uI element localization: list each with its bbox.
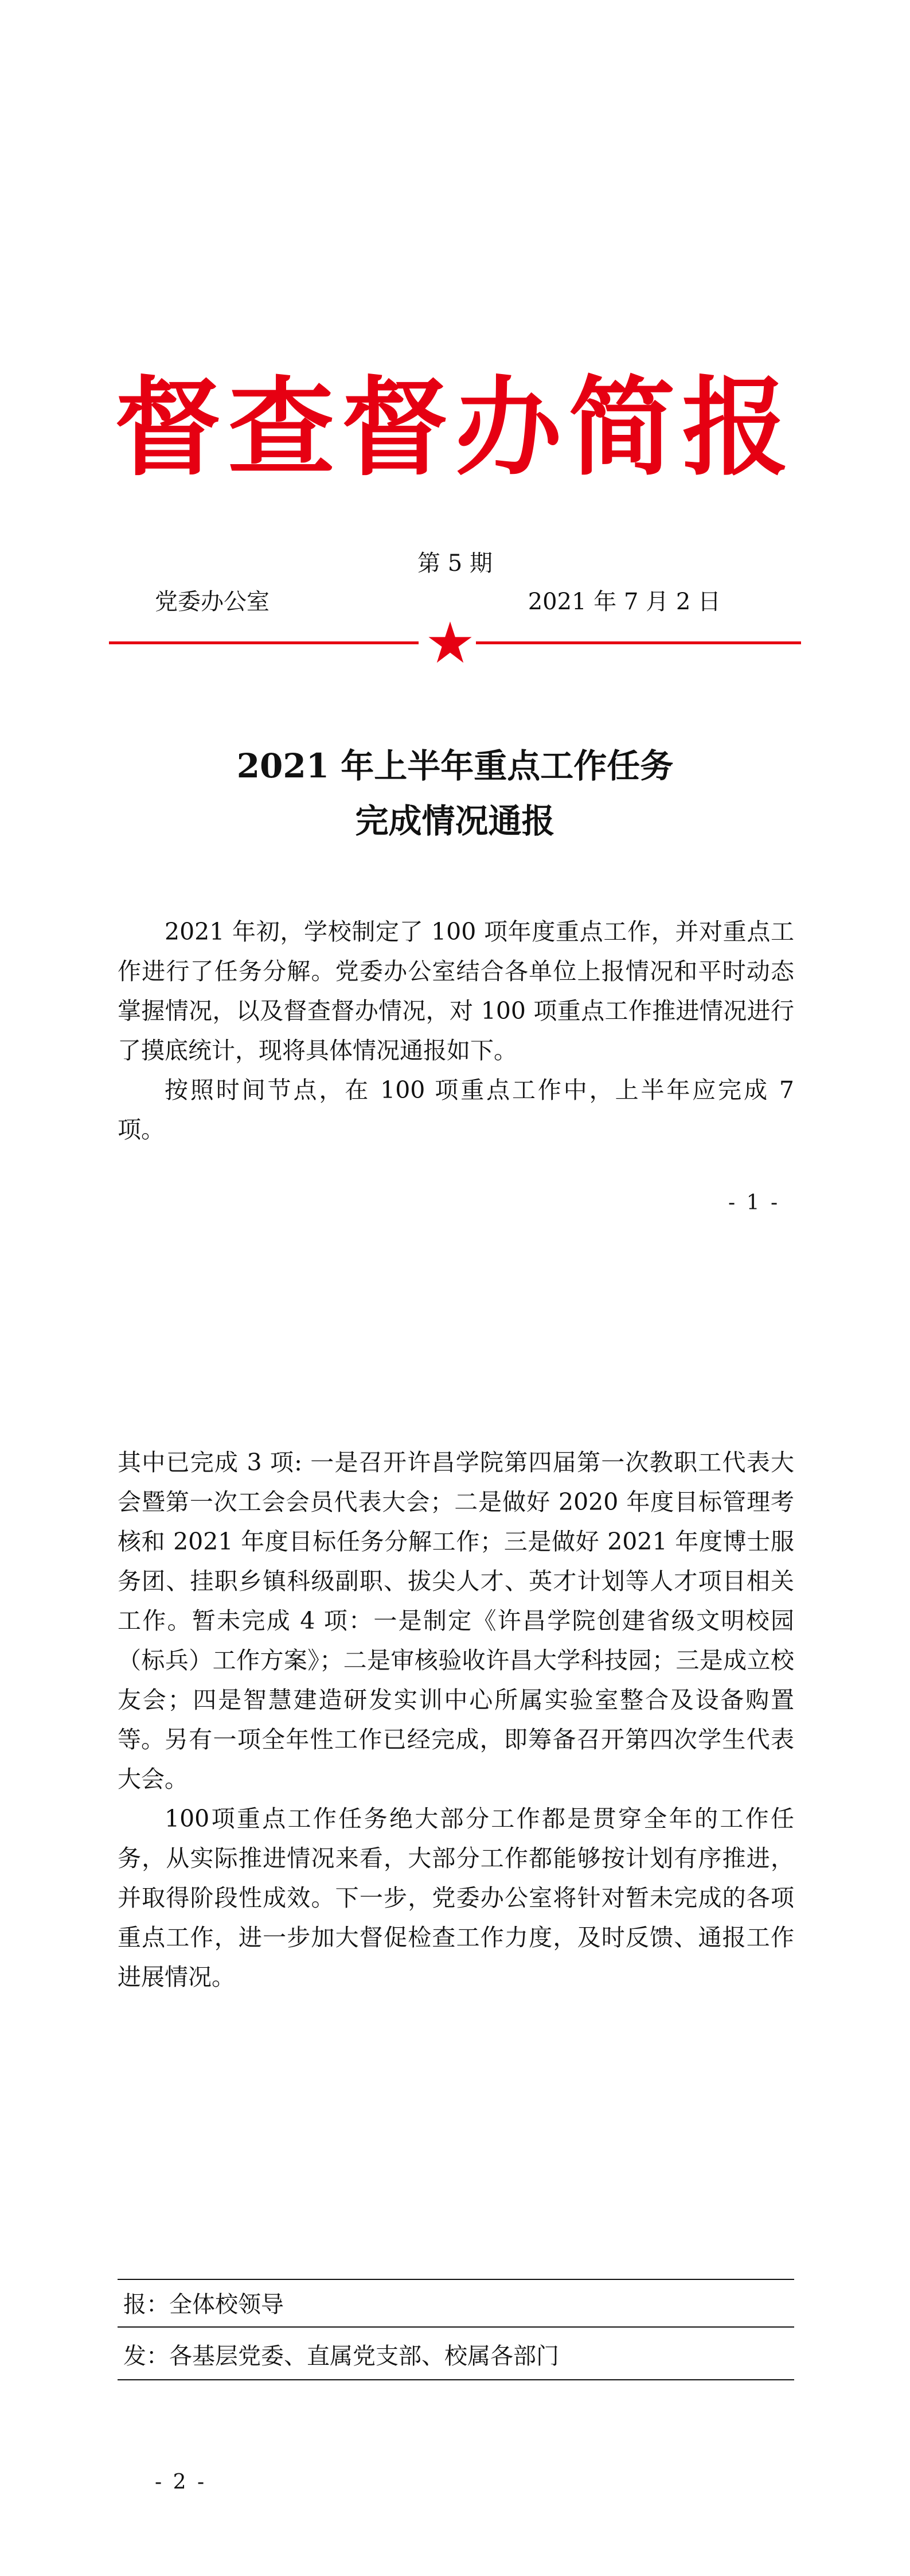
issue-date: 2021 年 7 月 2 日	[528, 589, 721, 615]
distribution-bottom-rule	[118, 2379, 794, 2380]
page-number: - 1 -	[728, 1191, 780, 1215]
red-rule-left	[109, 641, 419, 644]
distribution-top-rule	[118, 2279, 794, 2280]
report-title-line-2: 完成情况通报	[355, 801, 555, 840]
body-paragraph: 100项重点工作任务绝大部分工作都是贯穿全年的工作任务，从实际推进情况来看，大部分工作都能够按计划有序推进，并取得阶段性成效。下一步，党委办公室将针对暂未完成的各项重点工作，进一步加大督促检查工作力度，及时反馈、通报工作进展情况。	[118, 1805, 794, 1991]
distribution-mid-rule	[118, 2326, 794, 2328]
page-number: - 2 -	[155, 2470, 207, 2494]
issuing-office: 党委办公室	[155, 589, 270, 615]
report-title-line-1: 2021 年上半年重点工作任务	[236, 746, 674, 785]
page-2	[0, 1288, 910, 2576]
report-to: 报：全体校领导	[123, 2291, 284, 2318]
body-paragraph: 另有一项全年性工作已经完成，即筹备召开第四次学生代表大会。	[118, 1726, 794, 1793]
body-paragraph: 其中已完成 3 项: 一是召开许昌学院第四届第一次教职工代表大会暨第一次工会会员代表大会；二是做好 2020 年度目标管理考核和 2021 年度目标任务分解工作；三是做好 2021 年度博士服务团、挂职乡镇科级副职、拔尖人才、英才计划等人才项目相关工作。暂未完成 4 项：一是制定《许昌学院创建省级文明校园（标兵）工作方案》；二是审核验收许昌大学科技园；三是成立校友会；四是智慧建造研发实训中心所属实验室整合及设备购置等。	[118, 1449, 794, 1753]
red-rule-right	[476, 641, 801, 644]
body-paragraph: 2021 年初，学校制定了 100 项年度重点工作，并对重点工作进行了任务分解。党委办公室结合各单位上报情况和平时动态掌握情况，以及督查督办情况，对 100 项重点工作推进情况进行了摸底统计，现将具体情况通报如下。	[118, 918, 794, 1064]
masthead-title: 督查督办简报	[114, 364, 796, 490]
red-star-icon	[427, 620, 473, 666]
issue-number: 第 5 期	[417, 550, 493, 577]
send-to: 发：各基层党委、直属党支部、校属各部门	[123, 2343, 559, 2369]
body-paragraph: 按照时间节点，在 100 项重点工作中，上半年应完成 7 项。	[118, 1076, 794, 1143]
